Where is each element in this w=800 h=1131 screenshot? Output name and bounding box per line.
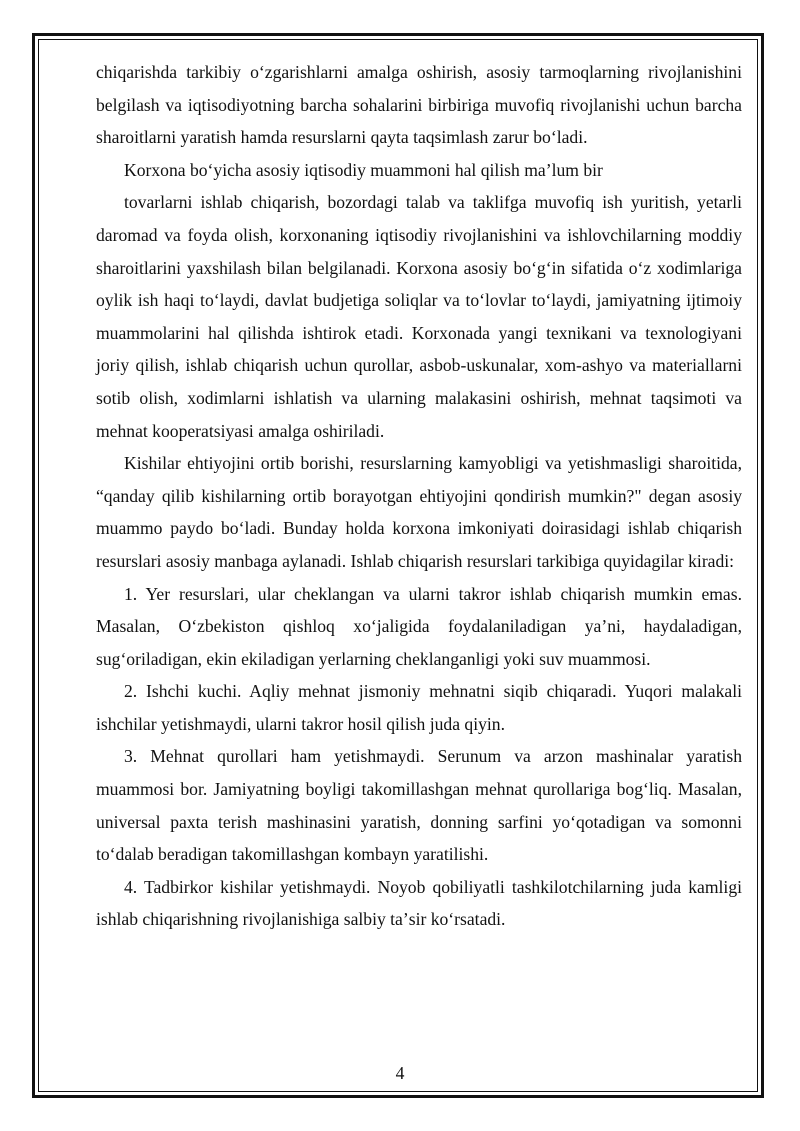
paragraph-continuation: chiqarishda tarkibiy oʻzgarishlarni amalga oshirish, asosiy tarmoqlarning rivojlanishini belgilash va iqtisodiyotning barcha sohalarini birbiriga muvofiq rivojlanishi uchun barcha sharoitlarni yaratish hamda resurslarni qayta taqsimlash zarur boʻladi. [96,62,742,148]
page-number: 4 [395,1063,405,1083]
document-body [96,56,742,936]
list-item-tools-of-labor: 3. Mehnat qurollari ham yetishmaydi. Serunum va arzon mashinalar yaratish muammosi bor. Jamiyatning boyligi takomillashgan mehnat qurollariga bogʻliq. Masalan, universal paxta terish mashinasini yaratish, donning sarfini yoʻqotadigan va somonni toʻdalab beradigan takomillashgan kombayn yaratilishi. [96,746,742,865]
paragraph-needs-and-resources: Kishilar ehtiyojini ortib borishi, resurslarning kamyobligi va yetishmasligi sharoitida, “qanday qilib kishilarning ortib borayotgan ehtiyojini qondirish mumkin?" degan asosiy muammo paydo boʻladi. Bunday holda korxona imkoniyati doirasidagi ishlab chiqarish resurslari asosiy manbaga aylanadi. Ishlab chiqarish resurslari tarkibiga quyidagilar kiradi: [96,453,742,571]
list-item-land-resources: 1. Yer resurslari, ular cheklangan va ularni takror ishlab chiqarish mumkin emas. Masalan, Oʻzbekiston qishloq xoʻjaligida foydalaniladigan yaʼni, haydaladigan, sugʻoriladigan, ekin ekiladigan yerlarning cheklanganligi yoki suv muammosi. [96,583,742,669]
list-item-labor-force: 2. Ishchi kuchi. Aqliy mehnat jismoniy mehnatni siqib chiqaradi. Yuqori malakali ishchilar yetishmaydi, ularni takror hosil qilish juda qiyin. [96,681,742,734]
paragraph-enterprise-tasks: tovarlarni ishlab chiqarish, bozordagi talab va taklifga muvofiq ish yuritish, yetarli daromad va foyda olish, korxonaning iqtisodiy rivojlanishini va ishlovchilarning moddiy sharoitlarini yaxshilash bilan belgilanadi. Korxona asosiy boʻgʻin sifatida oʻz xodimlariga oylik ish haqi toʻlaydi, davlat budjetiga soliqlar va toʻlovlar toʻlaydi, jamiyatning ijtimoiy muammolarini hal qilishda ishtirok etadi. Korxonada yangi texnikani va texnologiyani joriy qilish, ishlab chiqarish uchun qurollar, asbob-uskunalar, xom-ashyo va materiallarni sotib olish, xodimlarni ishlatish va ularning malakasini oshirish, mehnat taqsimoti va mehnat kooperatsiyasi amalga oshiriladi. [96,192,742,441]
paragraph-main-problem-intro: Korxona boʻyicha asosiy iqtisodiy muammoni hal qilish maʼlum bir [124,159,603,180]
list-item-entrepreneurs: 4. Tadbirkor kishilar yetishmaydi. Noyob qobiliyatli tashkilotchilarning juda kamligi ishlab chiqarishning rivojlanishiga salbiy taʼsir koʻrsatadi. [96,876,742,930]
